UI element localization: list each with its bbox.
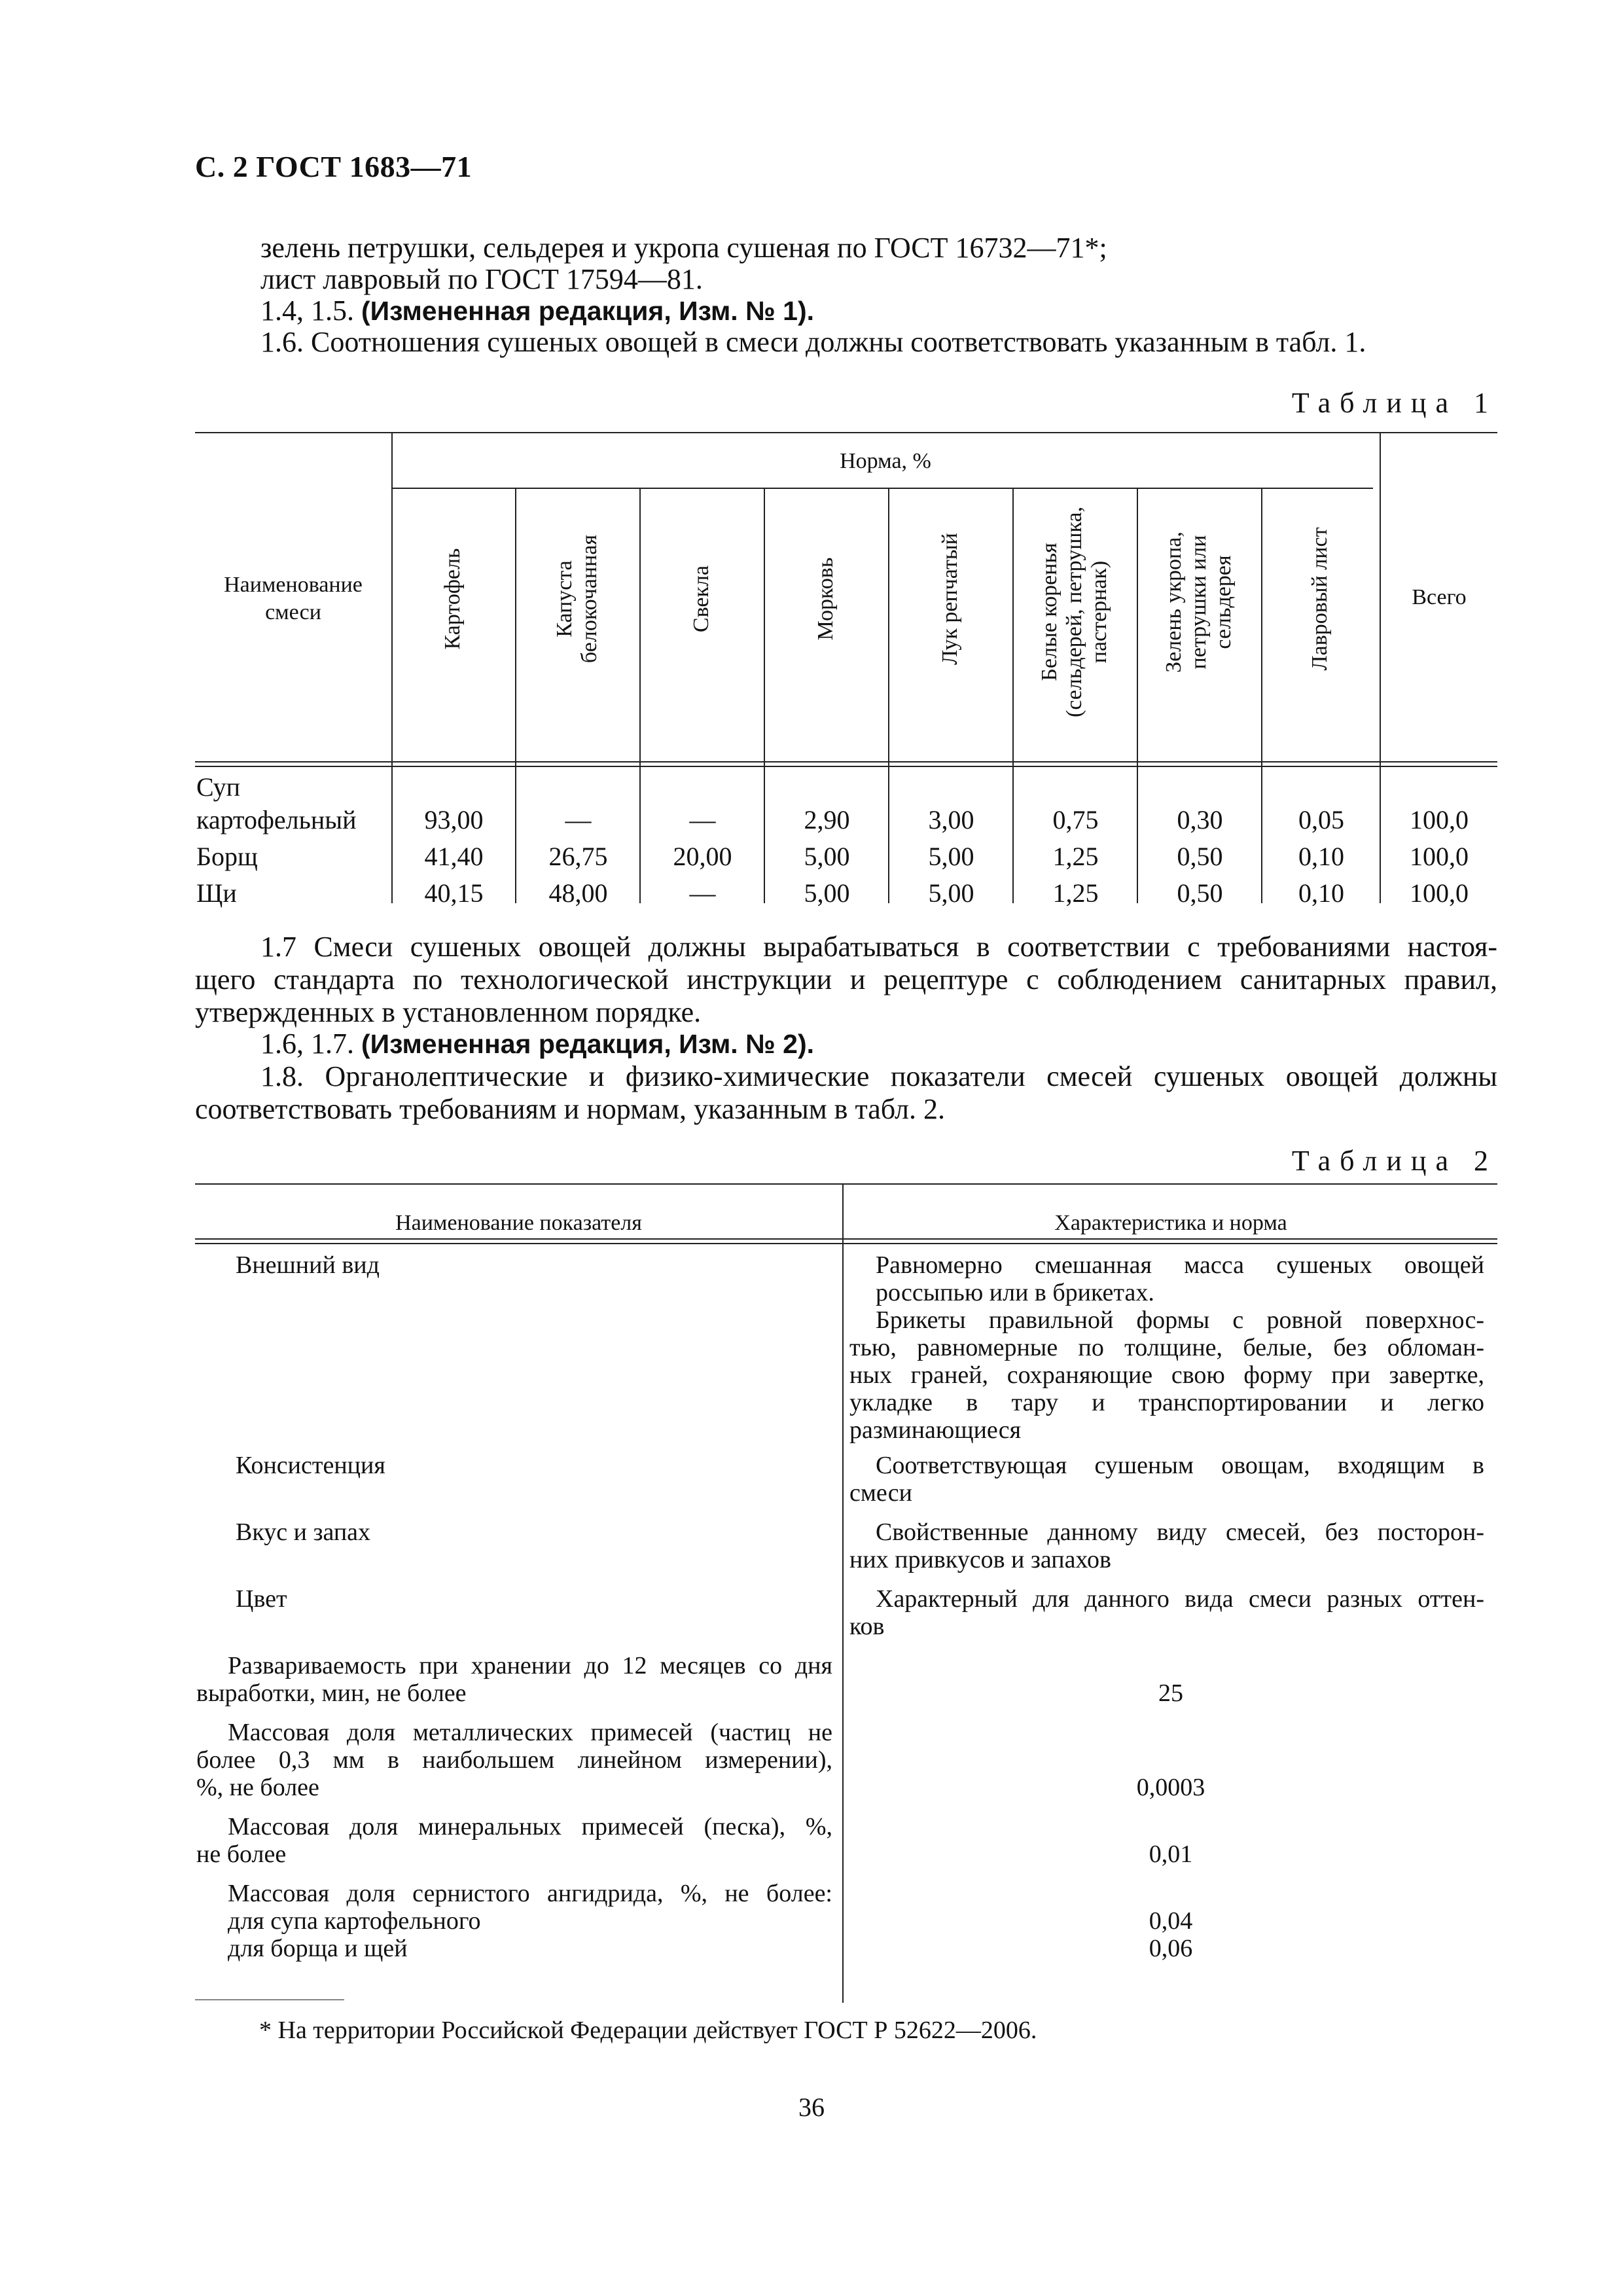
footnote: * На территории Российской Федерации действует ГОСТ Р 52622—2006. [259, 2017, 1037, 2044]
page-header: С. 2 ГОСТ 1683—71 [195, 150, 473, 183]
table2-row-value: 25 [1158, 1679, 1183, 1707]
table2-row-value: тью, равномерные по толщине, белые, без обломан- [849, 1334, 1484, 1361]
table1-cell: 20,00 [673, 842, 732, 871]
table1-cell: 5,00 [804, 842, 850, 871]
table1-cell: 48,00 [548, 878, 608, 908]
table2-row-label: Консистенция [236, 1452, 385, 1479]
table2-row-value: укладке в тару и транспортировании и легко [849, 1389, 1484, 1416]
table2-row-value: 0,06 [1149, 1935, 1193, 1962]
table2-row-value: Характерный для данного вида смеси разных оттен- [876, 1585, 1484, 1613]
table2-row-label: Развариваемость при хранении до 12 месяцев со дня [228, 1652, 832, 1679]
table1-cell: 5,00 [804, 878, 850, 908]
table2-row-value: Брикеты правильной формы с ровной поверхнос- [876, 1306, 1484, 1334]
table1-col-total: Всего [1412, 585, 1467, 609]
table1-cell: 1,25 [1052, 842, 1099, 871]
table1-row-name: Борщ [196, 842, 258, 871]
table1-row-name: Суп [196, 772, 241, 802]
table1-cell: 40,15 [424, 878, 484, 908]
table2-row-label: более 0,3 мм в наибольшем линейном измерении), [196, 1746, 832, 1774]
table1-cell: — [689, 805, 716, 834]
table1-col-carrot: Морковь [813, 557, 838, 641]
table2-row-label: для супа картофельного [228, 1907, 481, 1935]
table2-row-label: не более [196, 1840, 287, 1868]
table1-col-onion: Лук репчатый [938, 533, 962, 665]
table2-row-value: россыпью или в брикетах. [876, 1279, 1154, 1306]
table2-row-value: 0,01 [1149, 1840, 1193, 1868]
table2-row-label: Массовая доля минеральных примесей (песка), %, [228, 1813, 832, 1840]
intro-line-4: 1.6. Соотношения сушеных овощей в смеси должны соответствовать указанным в табл. 1. [260, 326, 1366, 358]
table2-row-value: 0,04 [1149, 1907, 1193, 1935]
table1-cell: 100,0 [1410, 842, 1469, 871]
table2-row-value: ных граней, сохраняющие свою форму при завертке, [849, 1361, 1484, 1389]
table1-row-name: Щи [196, 878, 237, 908]
table2-row-label: Внешний вид [236, 1251, 380, 1279]
table2-caption: Таблица 2 [1291, 1145, 1497, 1177]
table2-col-left: Наименование показателя [395, 1211, 642, 1235]
table1-row-name: картофельный [196, 805, 357, 834]
table2-row-value: них привкусов и запахов [849, 1546, 1111, 1573]
table1-cell: 41,40 [424, 842, 484, 871]
table1-col-cabbage: Капуста белокочанная [552, 534, 601, 664]
table1-cell: 0,10 [1298, 842, 1344, 871]
table1-col-potato: Картофель [440, 548, 465, 650]
table1-cell: 0,50 [1177, 842, 1223, 871]
table2-row-value: Соответствующая сушеным овощам, входящим в [876, 1452, 1484, 1479]
table2-row-value: разминающиеся [849, 1416, 1022, 1444]
table1-cell: 0,10 [1298, 878, 1344, 908]
table1-cell: 0,05 [1298, 805, 1344, 834]
table1-cell: 0,75 [1052, 805, 1099, 834]
table1-cell: 3,00 [928, 805, 974, 834]
table1-cell: — [689, 878, 716, 908]
table2-row-value: Равномерно смешанная масса сушеных овощей [876, 1251, 1484, 1279]
intro-line-1: зелень петрушки, сельдерея и укропа сушеная по ГОСТ 16732—71*; [260, 232, 1107, 264]
table1-cell: 0,50 [1177, 878, 1223, 908]
table1-col-name: Наименование смеси [224, 573, 363, 624]
edit-ref-2: 1.6, 1.7. [260, 1028, 354, 1060]
edit-note-1: (Измененная редакция, Изм. № 1). [361, 296, 815, 326]
para-1-8-line-1: 1.8. Органолептические и физико-химические показатели смесей сушеных овощей должны [260, 1060, 1497, 1092]
table2-row-label: Цвет [236, 1585, 287, 1613]
table1-cell: 100,0 [1410, 878, 1469, 908]
table1-col-white-roots: Белые коренья (сельдерей, петрушка, пастернак) [1037, 507, 1111, 717]
edit-line-2 [195, 1026, 1497, 1062]
table1-col-greens: Зелень укропа, петрушки или сельдерея [1162, 531, 1236, 673]
table2-row-label: для борща и щей [228, 1935, 408, 1962]
table2-row-label: выработки, мин, не более [196, 1679, 467, 1707]
intro-line-2: лист лавровый по ГОСТ 17594—81. [260, 263, 703, 295]
table1-caption: Таблица 1 [1291, 387, 1497, 419]
table1-cell: 26,75 [548, 842, 608, 871]
table1-col-norm: Норма, % [840, 449, 931, 473]
table2-row-value: 0,0003 [1136, 1774, 1205, 1801]
table2-row-value: Свойственные данному виду смесей, без посторон- [876, 1518, 1484, 1546]
para-1-7-line-2: щего стандарта по технологической инструкции и рецептуре с соблюдением санитарных правил, [195, 963, 1497, 996]
table1-cell: 1,25 [1052, 878, 1099, 908]
table2-row-label: %, не более [196, 1774, 319, 1801]
table2-row-value: смеси [849, 1479, 912, 1507]
table1-col-bay-leaf: Лавровый лист [1308, 527, 1332, 671]
table1-col-beet: Свекла [689, 565, 713, 633]
table1-cell: 5,00 [928, 842, 974, 871]
table1-cell: 93,00 [424, 805, 484, 834]
table1-cell: 5,00 [928, 878, 974, 908]
table1-cell: 100,0 [1410, 805, 1469, 834]
para-1-8-line-2: соответствовать требованиям и нормам, указанным в табл. 2. [195, 1093, 945, 1125]
intro-line-3 [195, 293, 1497, 329]
table1-cell: 0,30 [1177, 805, 1223, 834]
edit-ref-1: 1.4, 1.5. [260, 295, 354, 327]
table2-row-label: Вкус и запах [236, 1518, 371, 1546]
table1-cell: — [565, 805, 592, 834]
para-1-7-line-1: 1.7 Смеси сушеных овощей должны вырабатываться в соответствии с требованиями настоя- [260, 931, 1497, 963]
table2-row-value: ков [849, 1613, 885, 1640]
edit-note-2: (Измененная редакция, Изм. № 2). [361, 1029, 815, 1059]
table2-row-label: Массовая доля сернистого ангидрида, %, не более: [228, 1880, 832, 1907]
para-1-7-line-3: утвержденных в установленном порядке. [195, 996, 702, 1028]
page-number: 36 [798, 2092, 825, 2122]
table1-cell: 2,90 [804, 805, 850, 834]
table2-row-label: Массовая доля металлических примесей (частиц не [228, 1719, 832, 1746]
table2-col-right: Характеристика и норма [1054, 1211, 1287, 1235]
